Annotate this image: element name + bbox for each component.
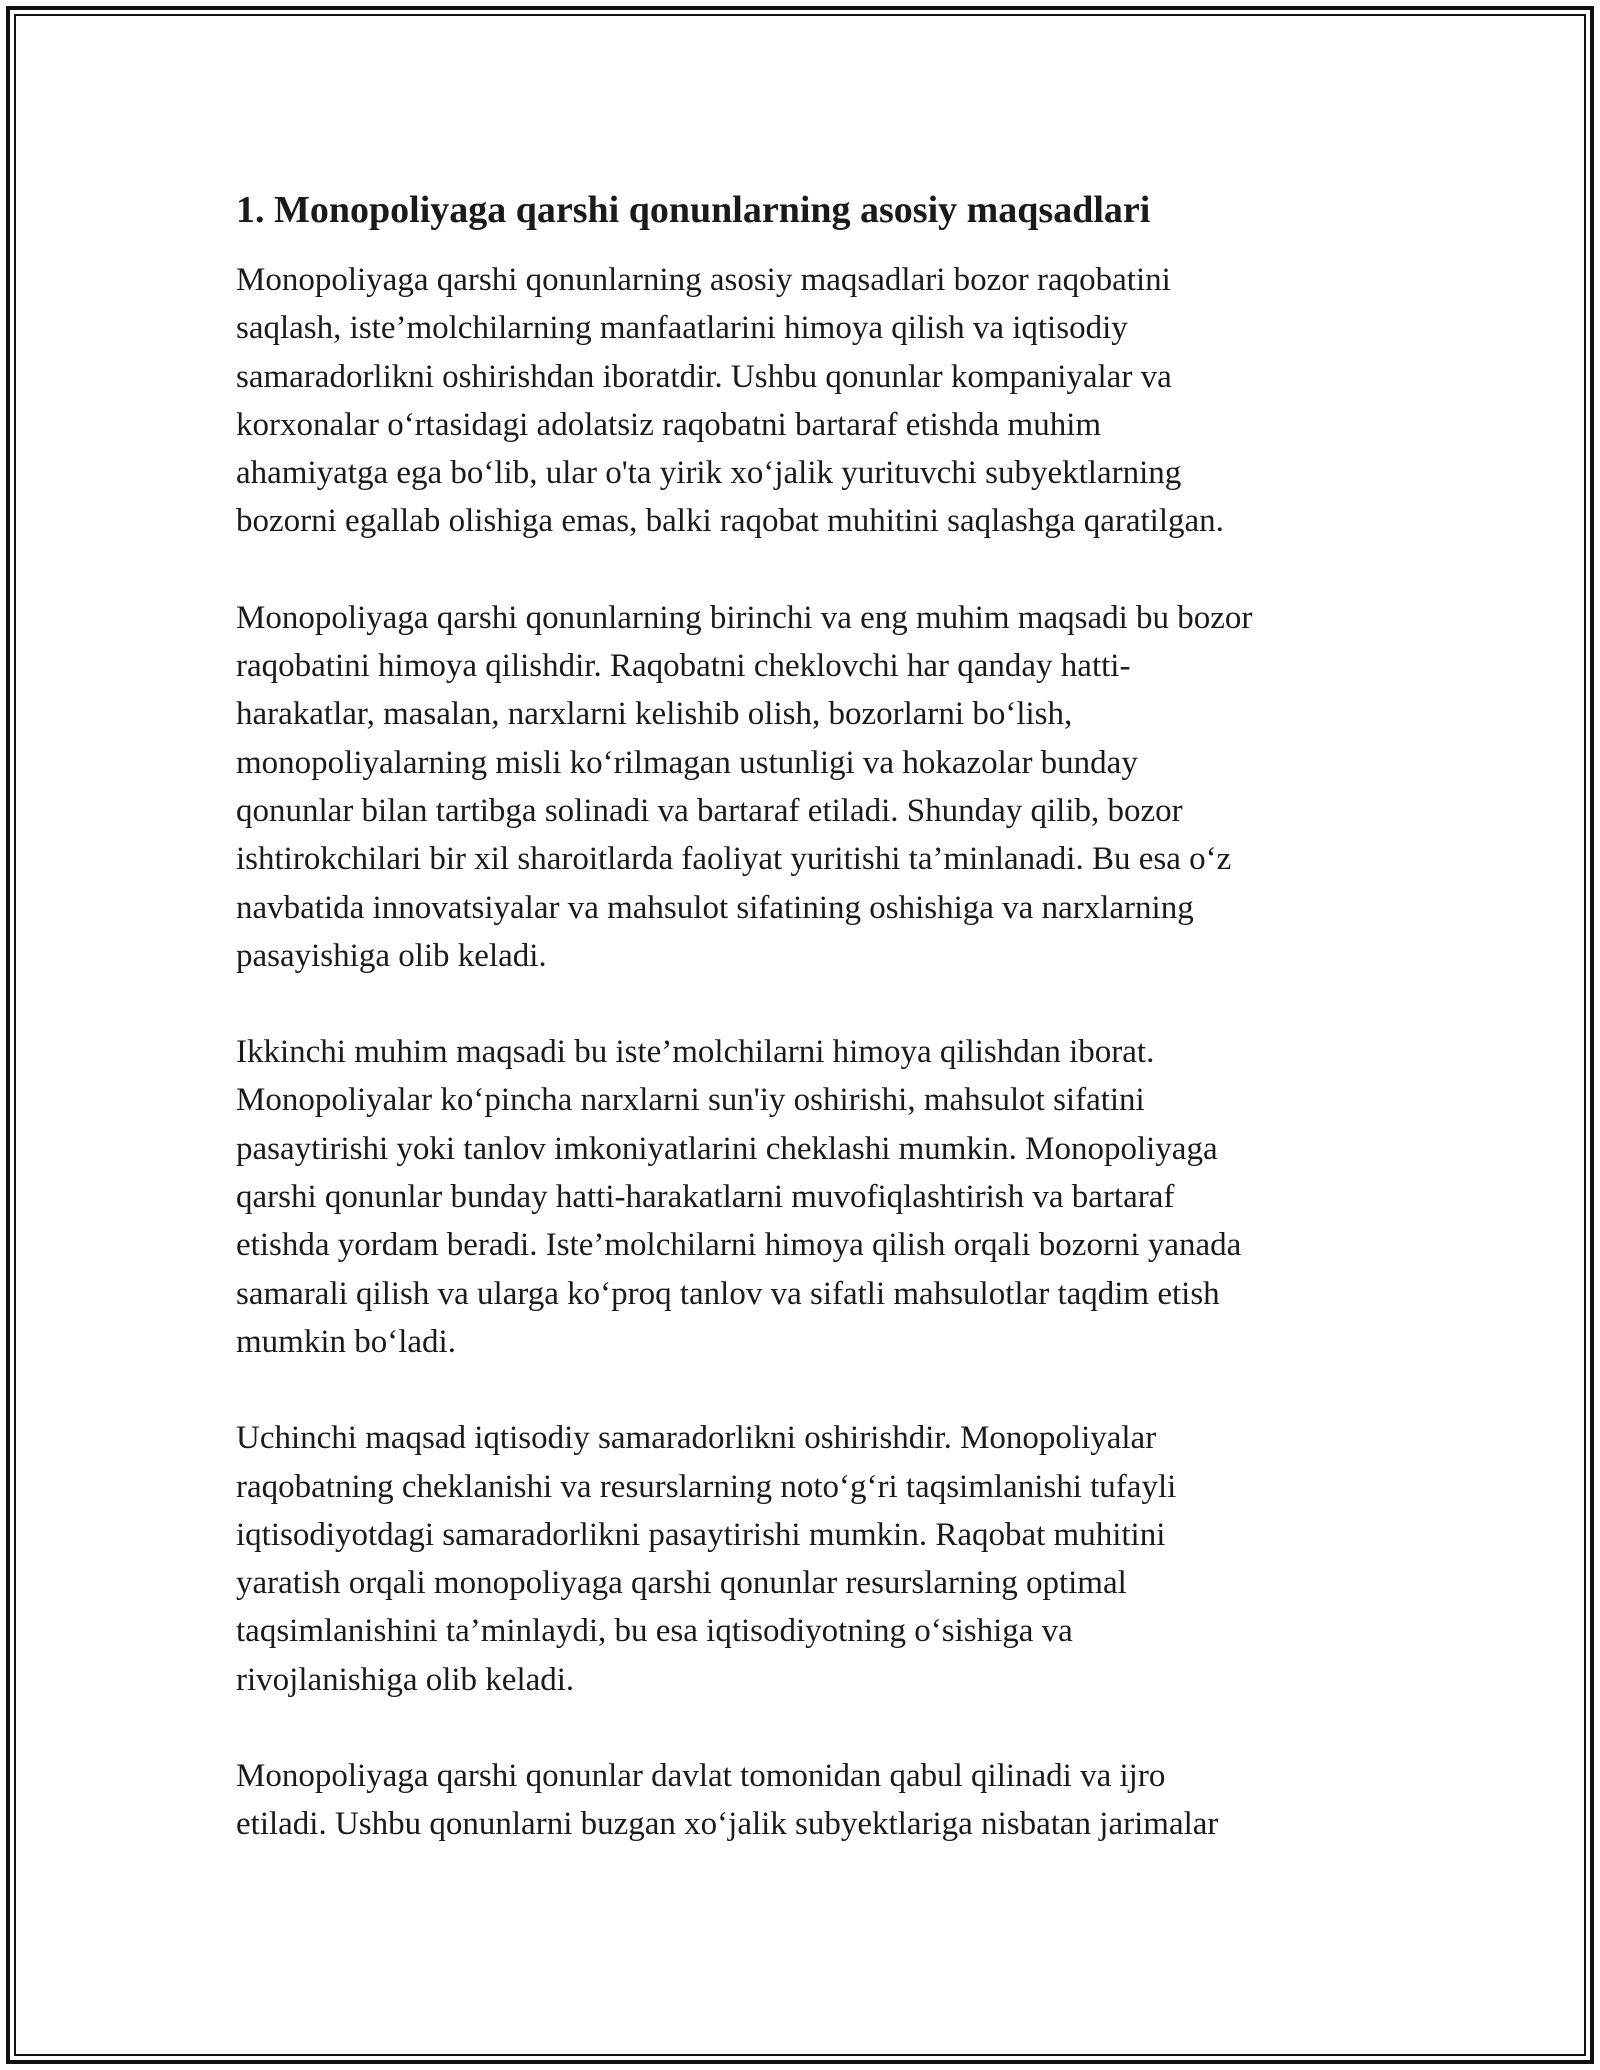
text-line: Ikkinchi muhim maqsadi bu iste’molchilarni himoya qilishdan iborat. bbox=[236, 1034, 1155, 1071]
text-line: mumkin bo‘ladi. bbox=[236, 1323, 456, 1360]
text-line: yaratish orqali monopoliyaga qarshi qonunlar resurslarning optimal bbox=[236, 1565, 1127, 1602]
text-line: Monopoliyaga qarshi qonunlarning asosiy maqsadlari bozor raqobatini bbox=[236, 262, 1171, 298]
text-line: Monopoliyaga qarshi qonunlar davlat tomonidan qabul qilinadi va ijro bbox=[236, 1758, 1166, 1795]
text-line: monopoliyalarning misli ko‘rilmagan ustunligi va hokazolar bunday bbox=[236, 744, 1138, 781]
text-line: taqsimlanishini ta’minlaydi, bu esa iqtisodiyotning o‘sishiga va bbox=[236, 1613, 1073, 1650]
text-line: Uchinchi maqsad iqtisodiy samaradorlikni oshirishdir. Monopoliyalar bbox=[236, 1420, 1157, 1457]
text-line: ishtirokchilari bir xil sharoitlarda faoliyat yuritishi ta’minlanadi. Bu esa o‘z bbox=[236, 841, 1232, 878]
text-line: bozorni egallab olishiga emas, balki raqobat muhitini saqlashga qaratilgan. bbox=[236, 503, 1224, 540]
text-line: pasayishiga olib keladi. bbox=[236, 937, 547, 974]
text-line: korxonalar o‘rtasidagi adolatsiz raqobatni bartaraf etishda muhim bbox=[236, 406, 1102, 443]
text-line: raqobatning cheklanishi va resurslarning noto‘g‘ri taqsimlanishi tufayli bbox=[236, 1468, 1177, 1505]
document-title: 1. Monopoliyaga qarshi qonunlarning asosiy maqsadlari bbox=[236, 189, 1151, 231]
paragraph-1 bbox=[236, 256, 1386, 546]
text-line: Monopoliyalar ko‘pincha narxlarni sun'iy oshirishi, mahsulot sifatini bbox=[236, 1082, 1145, 1119]
text-line: saqlash, iste’molchilarning manfaatlarini himoya qilish va iqtisodiy bbox=[236, 310, 1128, 347]
text-line: Monopoliyaga qarshi qonunlarning birinchi va eng muhim maqsadi bu bozor bbox=[236, 599, 1253, 636]
text-line: ahamiyatga ega bo‘lib, ular o'ta yirik xo‘jalik yurituvchi subyektlarning bbox=[236, 455, 1182, 492]
paragraph-2 bbox=[236, 594, 1386, 980]
paragraph-5 bbox=[236, 1752, 1386, 1849]
document-body bbox=[236, 186, 1386, 1897]
text-line: samarali qilish va ularga ko‘proq tanlov va sifatli mahsulotlar taqdim etish bbox=[236, 1275, 1220, 1312]
text-line: qarshi qonunlar bunday hatti-harakatlarni muvofiqlashtirish va bartaraf bbox=[236, 1179, 1175, 1216]
paragraph-3 bbox=[236, 1028, 1386, 1366]
text-line: samaradorlikni oshirishdan iboratdir. Ushbu qonunlar kompaniyalar va bbox=[236, 358, 1172, 395]
text-line: navbatida innovatsiyalar va mahsulot sifatining oshishiga va narxlarning bbox=[236, 889, 1194, 926]
text-line: qonunlar bilan tartibga solinadi va bartaraf etiladi. Shunday qilib, bozor bbox=[236, 792, 1183, 829]
text-line: harakatlar, masalan, narxlarni kelishib olish, bozorlarni bo‘lish, bbox=[236, 696, 1073, 733]
text-line: etishda yordam beradi. Iste’molchilarni himoya qilish orqali bozorni yanada bbox=[236, 1227, 1242, 1264]
text-line: raqobatini himoya qilishdir. Raqobatni cheklovchi har qanday hatti- bbox=[236, 648, 1131, 685]
paragraph-4 bbox=[236, 1414, 1386, 1704]
text-line: etiladi. Ushbu qonunlarni buzgan xo‘jalik subyektlariga nisbatan jarimalar bbox=[236, 1806, 1219, 1843]
text-line: iqtisodiyotdagi samaradorlikni pasaytirishi mumkin. Raqobat muhitini bbox=[236, 1516, 1166, 1553]
text-line: pasaytirishi yoki tanlov imkoniyatlarini cheklashi mumkin. Monopoliyaga bbox=[236, 1130, 1218, 1167]
text-line: rivojlanishiga olib keladi. bbox=[236, 1661, 575, 1698]
